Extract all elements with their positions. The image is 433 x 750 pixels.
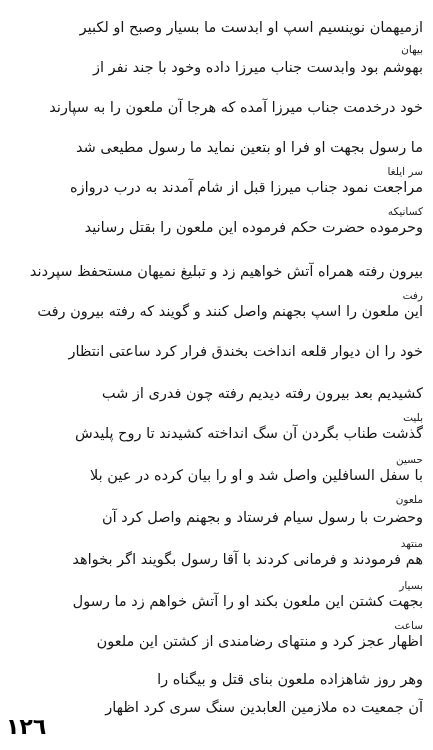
- gloss-5: بلیت: [403, 412, 423, 424]
- manuscript-line-11: گذشت طناب بگردن آن سگ انداخته کشیدند تا روح پلیدش: [75, 426, 423, 442]
- manuscript-line-12: با سفل السافلین واصل شد و او را بیان کرده در عین بلا: [90, 468, 423, 484]
- gloss-8: منتهد: [400, 538, 423, 550]
- manuscript-text-block: [18, 10, 423, 716]
- manuscript-line-9: خود را ان دیوار قلعه انداخت بخندق فرار کرد ساعتی انتظار: [68, 344, 423, 360]
- manuscript-line-2: بهوشم بود وابدست جناب میرزا داده وخود با جند نفر از: [93, 60, 423, 76]
- manuscript-line-17: وهر روز شاهزاده ملعون بنای قتل و بیگناه را: [157, 672, 423, 688]
- manuscript-line-8: این ملعون را اسپ بجهنم واصل کنند و گویند که رفته بیرون رفت: [37, 304, 423, 320]
- manuscript-line-4: ما رسول بجهت او فرا او بتعین نماید ما رسول مطیعی شد: [76, 140, 423, 156]
- gloss-10: ساعت: [394, 620, 423, 632]
- manuscript-line-5: مراجعت نمود جناب میرزا قبل از شام آمدند به درب دروازه: [70, 180, 423, 196]
- manuscript-line-10: کشیدیم بعد بیرون رفته دیدیم رفته چون فدری از شب: [101, 386, 423, 402]
- manuscript-line-1: ازمیهمان نوینسیم اسپ او ابدست ما بسیار وصبح او لکبیر: [79, 20, 423, 36]
- gloss-2: سر ایلغا: [387, 166, 423, 178]
- gloss-7: ملعون: [395, 494, 423, 506]
- manuscript-line-7: بیرون رفته همراه آتش خواهیم زد و تبلیغ نمیهان مستحفظ سپردند: [29, 264, 423, 280]
- gloss-1: بیهان: [401, 44, 423, 56]
- manuscript-line-13: وحضرت با رسول سیام فرستاد و بجهنم واصل کرد آن: [101, 510, 423, 526]
- gloss-9: بسیار: [399, 580, 423, 592]
- manuscript-line-16: اظهار عجز کرد و منتهای رضامندی از کشتن این ملعون: [96, 634, 423, 650]
- manuscript-line-18: آن جمعیت ده ملازمین العابدین سنگ سری کرد اظهار: [105, 700, 423, 716]
- manuscript-line-3: خود درخدمت جناب میرزا آمده که هرجا آن ملعون را به سپارند: [49, 100, 423, 116]
- manuscript-line-6: وحرموده حضرت حکم فرموده این ملعون را بقتل رسانید: [84, 220, 423, 236]
- gloss-4: رفت: [402, 290, 423, 302]
- gloss-6: حسین: [395, 454, 423, 466]
- gloss-3: کسانیکه: [387, 206, 423, 218]
- manuscript-line-14: هم فرمودند و فرمانی کردند با آقا رسول بگویند اگر بخواهد: [72, 552, 423, 568]
- manuscript-line-15: بجهت کشتن این ملعون بکند او را آتش خواهم زد ما رسول: [72, 594, 423, 610]
- page-number: ١٢٦: [6, 715, 47, 740]
